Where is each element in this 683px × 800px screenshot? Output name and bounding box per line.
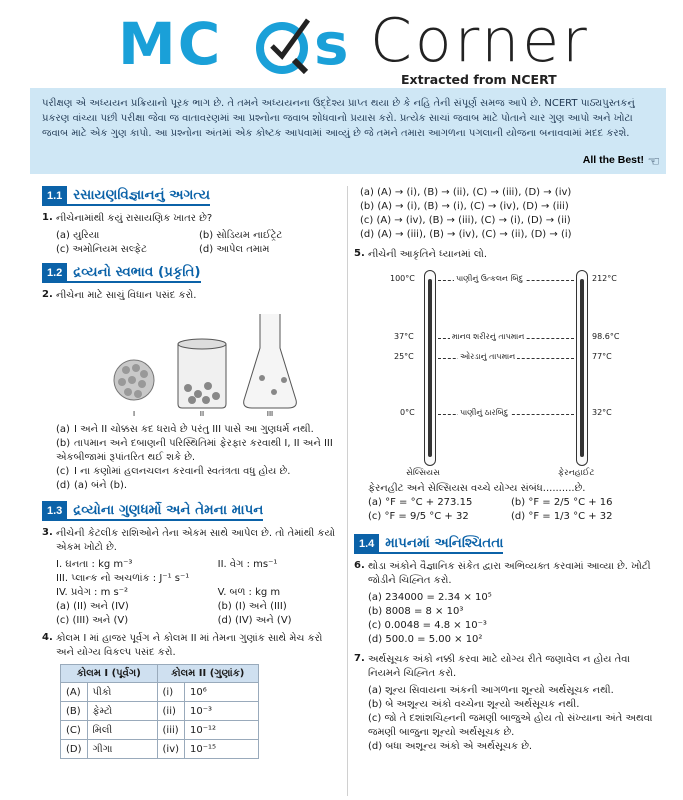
beaker-with-particles: [178, 339, 226, 408]
pointing-hand-icon: ☜: [647, 154, 660, 170]
q2-option-c: (c) I ના કણોમાં હલનચલન કરવાની સ્વતંત્રતા વધુ હોય છે.: [56, 466, 291, 477]
label-freezing-point: પાણીનું ઠારબિંદુ: [460, 408, 509, 417]
q6-option-d: (d) 500.0 = 5.00 × 10²: [368, 634, 483, 645]
section-number: 1.1: [42, 186, 67, 206]
fahrenheit-212: 212°C: [592, 274, 617, 283]
section-number: 1.3: [42, 501, 67, 521]
celsius-thermometer: [424, 270, 436, 466]
section-1-1: [42, 186, 342, 206]
q7-option-c: (c) જો તે દશાંશચિહ્નની જમણી બાજુએ હોય તો સંખ્યાના અંતે અથવા જમણી બાજુના શૂન્યો અર્થસૂચક છે.: [368, 713, 653, 738]
question-5-options: (a) °F = °C + 273.15 (b) °F = 2/5 °C + 16 (c) °F = 9/5 °C + 32 (d) °F = 1/3 °C + 32: [368, 497, 613, 522]
question-text: નીચેની આકૃતિને ધ્યાનમાં લો.: [368, 249, 488, 260]
question-text: નીચેની કેટલીક રાશિઓને તેના એકમ સાથે આપેલ છે. તો તેમાંથી કયો એકમ ખોટો છે.: [56, 528, 336, 553]
intro-box: [30, 88, 666, 174]
question-number: 1.: [42, 212, 53, 223]
question-5: [354, 248, 654, 262]
logo-subtitle: Extracted from NCERT: [401, 72, 557, 87]
logo-s: s: [314, 10, 349, 78]
q7-option-d: (d) બધા અશૂન્ય અંકો એ અર્થસૂચક છે.: [368, 741, 533, 752]
question-2: [42, 289, 342, 303]
fahrenheit-label: ફેરનહાઈટ: [558, 468, 595, 478]
all-the-best: All the Best!: [582, 154, 644, 166]
q2-option-a: (a) I અને II ચોક્કસ કદ ધરાવે છે પરંતુ III પાસે આ ગુણધર્મ નથી.: [56, 424, 314, 435]
section-1-2: [42, 263, 342, 283]
q4-option-b: (b) (A) → (i), (B) → (i), (C) → (iv), (D) → (iii): [360, 201, 569, 212]
table-row: (D) ગીગા (iv) 10⁻¹⁵: [61, 740, 259, 759]
column-1-header: કોલમ I (પૂર્વગ): [61, 665, 158, 683]
fig-label-3: III: [266, 410, 274, 418]
question-6: [354, 560, 654, 588]
flask-with-particles: [244, 314, 297, 408]
table-row: (C) મિલી (iii) 10⁻¹²: [61, 721, 259, 740]
celsius-label: સેલ્સિયસ: [406, 468, 440, 478]
q2-option-b: (b) તાપમાન અને દબાણની પરિસ્થિતિમાં ફેરફાર કરવાથી I, II અને III એકબીજામાં રૂપાંતરિત થઈ શકે છે.: [56, 438, 333, 463]
option-c: (c) અમોનિયમ સલ્ફેટ: [56, 244, 147, 255]
question-text: નીચેના માટે સાચું વિધાન પસંદ કરો.: [56, 290, 197, 301]
q2-option-d: (d) (a) બંને (b).: [56, 480, 128, 491]
fahrenheit-77: 77°C: [592, 352, 612, 361]
section-title: માપનમાં અનિશ્ચિતતા: [379, 534, 503, 554]
option-b: (b) સોડિયમ નાઈટ્રેટ: [199, 230, 283, 241]
label-boiling-point: પાણીનું ઉત્કલન બિંદુ: [456, 274, 524, 283]
q6-option-a: (a) 234000 = 2.34 × 10⁵: [368, 592, 492, 603]
thermometer-figure: [354, 266, 654, 478]
question-number: 7.: [354, 653, 365, 664]
column-2-header: કોલમ II (ગુણાંક): [157, 665, 259, 683]
celsius-0: 0°C: [400, 408, 415, 417]
question-number: 3.: [42, 527, 53, 538]
intro-text: પરીક્ષણ એ અધ્યયન પ્રક્રિયાનો પૂરક ભાગ છે. તે તમને અધ્યયનના ઉદ્દેશ્ય પ્રાપ્ત થયા છે કે નહિ તેની સંપૂર્ણ સમજ આપે છે. NCERT પાઠ્યપુસ્તકનું પ્રકરણ વાંચ્યા પછી પરીક્ષા જેવા જ વાતાવરણમાં આ પ્રશ્નોના જવાબ શોધવાનો પ્રયાસ કરો. પ્રત્યેક સાચાં જવાબ માટે પોતાને ચાર ગુણ આપો અને ખોટા જવાબ માટે એક ગુણ કાપો. આ પ્રશ્નોના અંતમાં એક કોષ્ટક આપવામાં આવ્યું છે જે તમને તમારા આગળના પગલાની યોજના બનાવવામાં મદદ કરશે.: [42, 98, 635, 139]
fig-label-1: I: [132, 410, 136, 418]
celsius-100: 100°C: [390, 274, 415, 283]
option-d: (d) આપેલ તમામ: [199, 244, 270, 255]
q4-option-d: (d) (A) → (iii), (B) → (iv), (C) → (ii), (D) → (i): [360, 229, 572, 240]
question-text: નીચેનામાંથી કયું રાસાયણિક ખાતર છે?: [56, 213, 213, 224]
celsius-37: 37°C: [394, 332, 414, 341]
question-1-options: [42, 229, 342, 257]
left-column: [42, 186, 342, 759]
question-7: [354, 653, 654, 681]
question-number: 2.: [42, 289, 53, 300]
logo-mc: MC: [118, 10, 223, 78]
q7-option-a: (a) શૂન્ય સિવાયના અંકની આગળના શૂન્યો અર્થસૂચક નથી.: [368, 685, 614, 696]
logo-corner: Corner: [370, 6, 590, 76]
question-number: 6.: [354, 560, 365, 571]
question-number: 5.: [354, 248, 365, 259]
q6-option-c: (c) 0.0048 = 4.8 × 10⁻³: [368, 620, 487, 631]
section-1-3: [42, 501, 342, 521]
q4-option-a: (a) (A) → (i), (B) → (ii), (C) → (iii), (D) → (iv): [360, 187, 572, 198]
q4-option-c: (c) (A) → (iv), (B) → (iii), (C) → (i), (D) → (ii): [360, 215, 571, 226]
match-table: [60, 664, 259, 759]
fig-label-2: II: [199, 410, 205, 418]
label-body-temp: માનવ શરીરનું તાપમાન: [452, 332, 525, 341]
fahrenheit-32: 32°C: [592, 408, 612, 417]
question-number: 4.: [42, 632, 53, 643]
table-row: (A) પીકો (i) 10⁶: [61, 683, 259, 702]
section-number: 1.2: [42, 263, 67, 283]
label-room-temp: ઓરડાનું તાપમાન: [460, 352, 516, 361]
column-divider: [347, 186, 348, 796]
logo-q-check-icon: [256, 18, 312, 74]
fahrenheit-98-6: 98.6°C: [592, 332, 620, 341]
question-3: [42, 527, 342, 555]
section-number: 1.4: [354, 534, 379, 554]
question-text: થોડા અંકોને વૈજ્ઞાનિક સંકેત દ્વારા અભિવ્યક્ત કરવામાં આવ્યા છે. ખોટી જોડીને ચિહ્નિત કરો.: [368, 561, 651, 586]
section-title: દ્રવ્યનો સ્વભાવ (પ્રકૃતિ): [67, 263, 200, 283]
table-row: (B) ફેમ્ટો (ii) 10⁻³: [61, 702, 259, 721]
question-3-quantities: I. ઘનતા : kg m⁻³ II. વેગ : ms⁻¹ III. પ્લાન્ક નો અચળાંક : J⁻¹ s⁻¹ IV. પ્રવેગ : m s⁻² V. બળ : kg m (a) (II) અને (IV) (b) (I) અને (III) (c) (III) અને (V) (d) (IV) અને (V): [56, 559, 292, 626]
q6-option-b: (b) 8008 = 8 × 10³: [368, 606, 464, 617]
question-1: [42, 212, 342, 226]
states-of-matter-figure: [112, 308, 312, 418]
section-1-4: [354, 534, 654, 554]
fahrenheit-thermometer: [576, 270, 588, 466]
section-title: દ્રવ્યોના ગુણધર્મો અને તેમના માપન: [67, 501, 263, 521]
question-4: [42, 632, 342, 660]
q7-option-b: (b) બે અશૂન્ય અંકો વચ્ચેના શૂન્યો અર્થસૂચક નથી.: [368, 699, 580, 710]
q5-question: ફેરનહીટ અને સેલ્સિયસ વચ્ચે યોગ્ય સંબંધ..........છે.: [368, 483, 586, 494]
section-title: રસાયણવિજ્ઞાનનું અગત્ય: [67, 186, 210, 206]
solid-sphere-pile: [114, 360, 154, 400]
right-column: [354, 186, 654, 754]
question-text: કોલમ I માં હાજર પૂર્વગ ને કોલમ II માં તેમના ગુણાંક સાથે મેચ કરો અને યોગ્ય વિકલ્પ પસંદ કરો.: [56, 633, 323, 658]
option-a: (a) યુરિયા: [56, 230, 100, 241]
celsius-25: 25°C: [394, 352, 414, 361]
question-text: અર્થસૂચક અંકો નક્કી કરવા માટે યોગ્ય રીતે જણાવેલ ન હોય તેવા નિયમને ચિહ્નિત કરો.: [368, 654, 630, 679]
logo: [118, 6, 590, 87]
